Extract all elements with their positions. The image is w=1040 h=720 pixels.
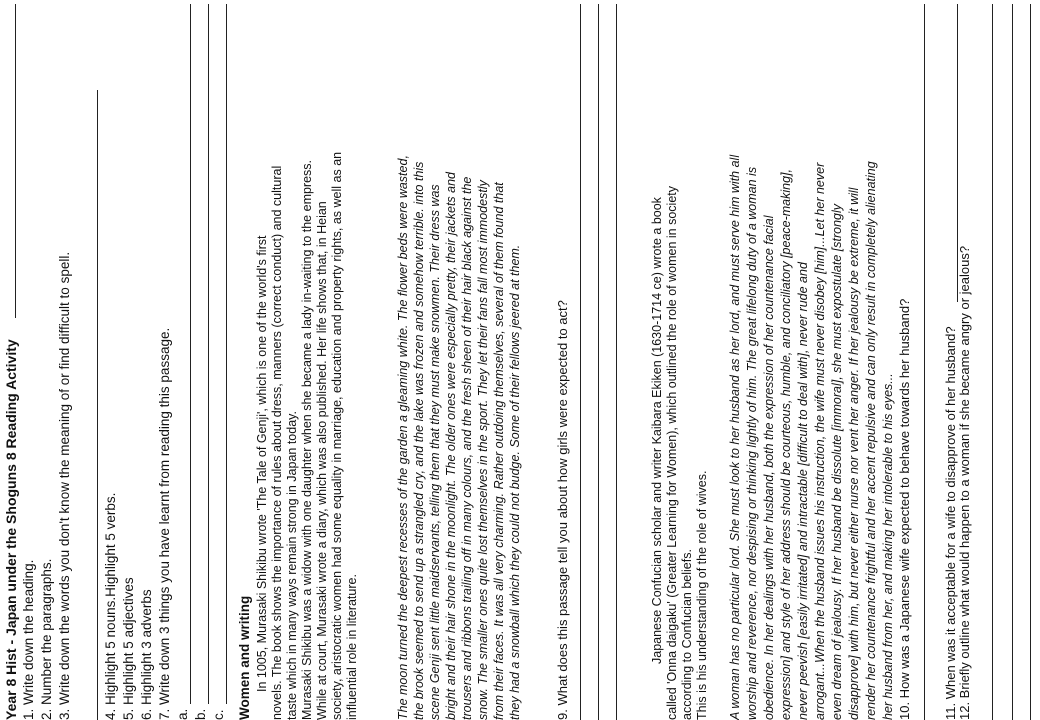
task-item: 7. Write down 3 things you have learnt from reading this passage. (157, 327, 172, 720)
answer-line (598, 4, 599, 720)
quote-line: The moon turned the deepest recesses of the garden a gleaming white. The flower beds were wasted, (396, 155, 410, 720)
quote-line: expression] and style of her address should be courteous, humble, and conciliatory [peace-making], (779, 168, 793, 720)
title-answer-line (15, 4, 16, 318)
paragraph-line: according to Confucian beliefs. (680, 549, 694, 720)
paragraph-line: This is his understanding of the role of wives. (695, 470, 709, 720)
quote-line: her husband from her, and making her intolerable to his eyes... (881, 373, 895, 720)
answer-line (992, 4, 993, 720)
paragraph-line: called 'Onna daigaku' (Greater Learning for Women), which outlined the role of women in society (665, 186, 679, 720)
answer-line (97, 90, 98, 720)
answer-label: a. (175, 708, 190, 720)
quote-line: the brook seemed to send up a strangled cry, and the lake was frozen and somehow terrible. into this (412, 161, 426, 720)
paragraph-line: society, aristocratic women had some equality in marriage, education and property rights, as well as an (330, 151, 344, 720)
instruction-item: 3. Write down the words you don't know the meaning of or find difficult to spell. (57, 251, 72, 720)
question-10: 10. How was a Japanese wife expected to behave towards her husband? (897, 298, 912, 720)
answer-line (580, 4, 581, 720)
paragraph-line: taste which in many ways remain strong in Japan today. (285, 411, 299, 720)
answer-line (226, 4, 227, 704)
quote-line: A woman has no particular lord. She must look to her husband as her lord, and must serve him with all (728, 154, 742, 720)
paragraph-line: novels. The book shows the importance of rules about dress, manners (correct conduct) and cultural (270, 165, 284, 720)
quote-line: from their faces. It was all very charming. Rather outdoing themselves, several of them found that (492, 182, 506, 720)
task-item: 5. Highlight 5 adjectives (121, 577, 136, 720)
answer-line (616, 4, 617, 720)
question-12: 12. Briefly outline what would happen to a woman if she became angry or jealous? (957, 245, 972, 720)
answer-line (1012, 4, 1013, 720)
answer-line (1030, 4, 1031, 720)
quote-line: bright and their hair shone in the moonlight. The older ones were especially pretty, their jackets and (444, 172, 458, 720)
paragraph-line: Japanese Confucian scholar and writer Kaibara Ekiken (1630-1714 ce) wrote a book (650, 197, 664, 664)
quote-line: snow. The smaller ones quite lost themselves in the sport. They let their fans fall most immodestly (476, 180, 490, 720)
quote-line: they had a snowball which they could not budge. Some of their fellows jeered at them. (508, 244, 522, 720)
paragraph-line: While at court, Murasaki wrote a diary, which was also published. Her life shows that, in Heian (315, 201, 329, 720)
question-11: 11. When was it acceptable for a wife to disapprove of her husband? (943, 326, 958, 720)
quote-line: never peevish [easily irritated] and intractable [difficult to deal with], never rude and (796, 262, 810, 720)
answer-label: b. (193, 708, 208, 720)
paragraph-line: influential role in literature. (345, 574, 359, 720)
quote-line: scene Genji sent little maidservants, telling them that they must make snowmen. Their dress was (428, 184, 442, 720)
question-9: 9. What does this passage tell you about how girls were expected to act? (555, 300, 570, 720)
section-heading: Women and writing (237, 595, 252, 720)
task-item: 4. Highlight 5 nouns.Highlight 5 verbs. (103, 492, 118, 720)
task-item: 6. Highlight 3 adverbs (139, 589, 154, 720)
answer-label: c. (211, 709, 226, 720)
paragraph-line: Murasaki Shikibu was a widow with one daughter when she became a lady in-waiting to the empress. (300, 159, 314, 720)
instruction-item: 2. Number the paragraphs. (39, 558, 54, 720)
quote-line: arrogant...When the husband issues his instruction, the wife must never disobey [him]...Let her never (813, 162, 827, 720)
answer-line (924, 4, 925, 720)
paragraph-line: In 1005, Murasaki Shikibu wrote 'The Tale of Genji', which is one of the world's first (255, 235, 269, 692)
quote-line: trousers and ribbons trailing off in many colours, and the fresh sheen of their hair black against the (460, 176, 474, 720)
quote-line: disapprove] with him, but never either nurse nor vent her anger. If her jealousy be extreme, it will (847, 187, 861, 720)
quote-line: render her countenance frightful and her accent repulsive and can only result in completely alienating (864, 161, 878, 720)
quote-line: even dream of jealousy. If her husband be dissolute [immoral], she must expostulate [strongly (830, 203, 844, 720)
quote-line: obedience. In her dealings with her husband, both the expression of her countenance facial (762, 215, 776, 720)
answer-line (208, 4, 209, 704)
answer-line (190, 4, 191, 704)
quote-line: worship and reverence, nor despising or thinking lightly of him. The great lifelong duty of a woman is (745, 166, 759, 720)
worksheet-title: Year 8 Hist - Japan under the Shoguns 8 Reading Activity (3, 339, 19, 720)
instruction-item: 1. Write down the heading. (21, 559, 36, 720)
